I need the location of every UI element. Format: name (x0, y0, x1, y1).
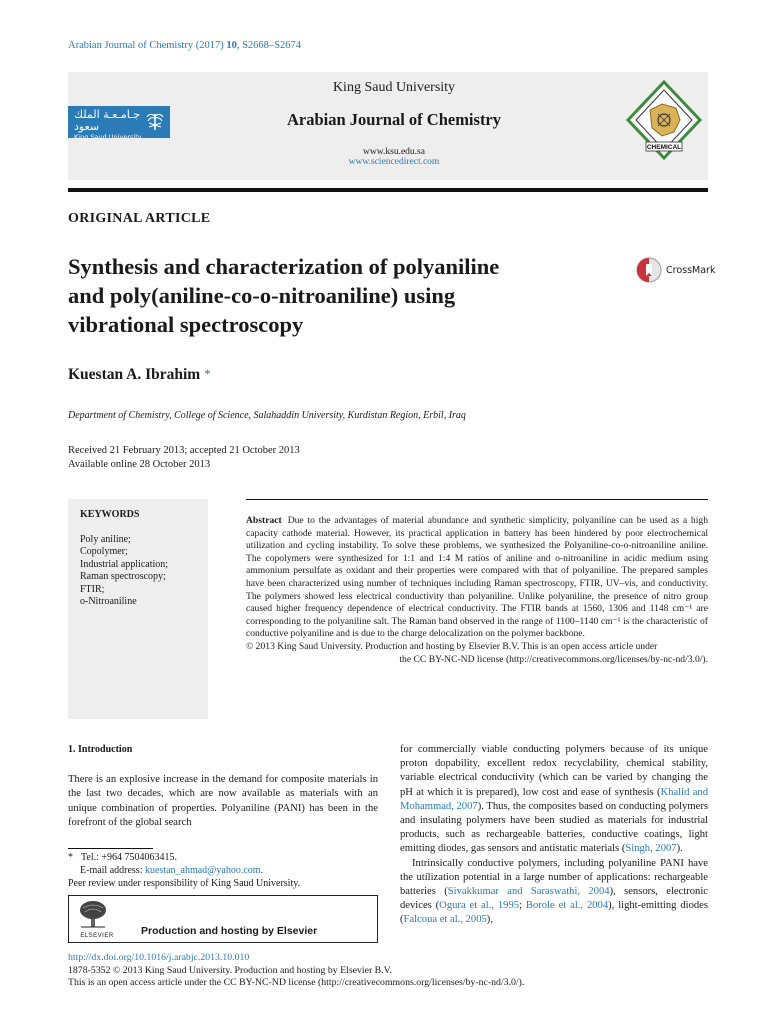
keyword-item: Raman spectroscopy; (80, 571, 166, 582)
intro-paragraph: There is an explosive increase in the demand for composite materials in the last two decades, which are now available as materials with an unique combination of properties. Polyaniline (PANI) has been in the forefront of the global search (68, 774, 378, 828)
abstract-label: Abstract (246, 515, 282, 526)
ksu-website[interactable]: www.ksu.edu.sa (363, 147, 425, 157)
reference-link[interactable]: Sivakkumar and Saraswathi, 2004 (447, 886, 610, 898)
issn-line: 1878-5352 © 2013 King Saud University. Production and hosting by Elsevier B.V. (68, 964, 392, 976)
keyword-item: o-Nitroaniline (80, 596, 137, 607)
elsevier-box (68, 895, 378, 943)
text-run: ), sensors, electronic devices ( (400, 886, 708, 912)
ksu-logo-arabic: جـامـعـة الملك سعود (74, 108, 141, 133)
email-link[interactable]: kuestan_ahmad@yahoo.com (144, 865, 261, 876)
available-date: Available online 28 October 2013 (68, 459, 211, 470)
crossmark-icon (636, 257, 662, 283)
affiliation: Department of Chemistry, College of Science, Salahaddin University, Kurdistan Region, Erbil, Iraq (68, 410, 466, 421)
chemical-society-logo-icon (624, 80, 704, 166)
journal-citation[interactable] (68, 40, 301, 51)
reference-link[interactable]: Borole et al., 2004 (525, 900, 609, 912)
abstract-paragraph (246, 515, 708, 641)
reference-link[interactable]: Khalid and Mohammad, 2007 (400, 786, 709, 812)
keyword-item: Industrial application; (80, 558, 169, 570)
university-name: King Saud University (332, 80, 456, 95)
citation-pages: , S2668–S2674 (236, 40, 302, 51)
ksu-logo-english: King Saud University (74, 133, 142, 141)
body-left-column (68, 743, 378, 830)
text-run: ), light-emitting diodes ( (400, 900, 708, 926)
text-run: ), (486, 914, 493, 926)
title-line: vibrational spectroscopy (68, 312, 304, 337)
citation-volume: 10 (226, 40, 237, 51)
crossmark-button[interactable] (636, 257, 715, 283)
elsevier-hosting-text: Production and hosting by Elsevier (141, 925, 318, 937)
email-label: E-mail address: (80, 865, 145, 876)
journal-name: Arabian Journal of Chemistry (286, 110, 502, 129)
text-run: ; (519, 900, 526, 912)
abstract-copyright-1: © 2013 King Saud University. Production and hosting by Elsevier B.V. This is an open access article under (246, 640, 658, 652)
title-line: and poly(aniline-co-o-nitroaniline) using (68, 283, 456, 308)
header-rule (68, 188, 708, 192)
page-footer (68, 952, 524, 990)
footnote (68, 851, 378, 890)
abstract-copyright-2: the CC BY-NC-ND license (http://creativecommons.org/licenses/by-nc-nd/3.0/). (399, 653, 708, 665)
footnote-rule (68, 848, 153, 849)
footnote-mark: * (68, 852, 73, 863)
body-right-column (400, 743, 708, 928)
author-text: Kuestan A. Ibrahim (68, 366, 201, 383)
keyword-item: FTIR; (80, 583, 105, 595)
author-footnote-link[interactable]: * (204, 366, 211, 381)
article-title (68, 252, 588, 339)
elsevier-tree-icon (77, 900, 109, 928)
article-dates (68, 444, 300, 472)
article-type: ORIGINAL ARTICLE (68, 211, 211, 226)
keywords-box (68, 499, 208, 719)
keywords-heading: KEYWORDS (80, 509, 140, 520)
text-run: ). Thus, the composites based on conducting polymers and insulating polymers have been studied as materials for industrial products, such as rechargeable batteries, conductive coatings, light emitting diodes, gas sensors and antistatic materials ( (400, 800, 708, 855)
reference-link[interactable]: Ogura et al., 1995 (439, 900, 520, 912)
text-run: Intrinsically conductive polymers, including polyaniline PANI have the utilization potential in a large number of applications: rechargeable batteries ( (400, 857, 708, 898)
sciencedirect-website[interactable]: www.sciencedirect.com (348, 157, 440, 167)
email-end: . (260, 865, 264, 876)
section-heading: 1. Introduction (68, 744, 133, 755)
license-line: This is an open access article under the CC BY-NC-ND license (http://creativecommons.org/licenses/by-nc-nd/3.0/). (68, 977, 525, 989)
footnote-tel (68, 851, 378, 864)
citation-journal: Arabian Journal of Chemistry (2017) (68, 40, 224, 51)
society-logo-label: CHEMICAL (646, 144, 682, 151)
elsevier-logo-word: ELSEVIER (80, 933, 114, 939)
text-run: for commercially viable conducting polymers because of its unique proton dopability, excellent redox recyclability, chemical stability, variable electrical conductivity (which can be varied by changing the pH at which it is prepared), low cost and ease of synthesis ( (400, 744, 708, 798)
keyword-item: Poly aniline; (80, 533, 131, 545)
crossmark-label: CrossMark (666, 264, 716, 276)
tel-text: Tel.: +964 7504063415. (81, 852, 178, 863)
abstract-text: Due to the advantages of material abundance and synthetic simplicity, polyaniline can be used as a high capacity cathode material. However, its practical application in battery has been hindered by poor electrochemical utilization and cycling instability. To solve these problems, we synthesized the Polyaniline-co-o-nitroaniline aniline. The copolymers were synthesized for 1:1 and 1:4 M ratios of aniline and o-nitroaniline in acidic medium using ammonium persulfate as oxidant and their properties were compared with that of polyaniline. The prepared samples have been characterized using number of techniques including Raman spectroscopy, FTIR, UV–vis, and conductivity. The polymers showed less electrical conductivity than polyaniline. Unlike polyaniline, the presence of nitro group caused higher frequency dependence of electrical conductivity. The FTIR bands at 1560, 1306 and 1148 cm⁻¹ are corresponding to the polyaniline salt. The Raman band observed in the range of 1100–1140 cm⁻¹ is the characteristic of conductive polyaniline and is due to the charge delocalization on the polymer backbone. (246, 515, 708, 640)
doi-link[interactable]: http://dx.doi.org/10.1016/j.arabjc.2013.10.010 (68, 952, 250, 963)
intro-paragraph-continued (400, 743, 708, 857)
reference-link[interactable]: Falcoua et al., 2005 (403, 914, 487, 926)
footnote-email (68, 864, 378, 877)
elsevier-logo (77, 900, 117, 938)
title-line: Synthesis and characterization of polyaniline (68, 254, 500, 279)
received-date: Received 21 February 2013; accepted 21 October 2013 (68, 445, 300, 456)
peer-review-note: Peer review under responsibility of King Saud University. (68, 878, 301, 889)
reference-link[interactable]: Singh, 2007 (625, 843, 677, 855)
intro-paragraph-2 (400, 857, 708, 928)
text-run: ). (676, 843, 683, 855)
abstract (246, 499, 708, 666)
keyword-item: Copolymer; (80, 546, 128, 557)
author-name (68, 366, 211, 384)
